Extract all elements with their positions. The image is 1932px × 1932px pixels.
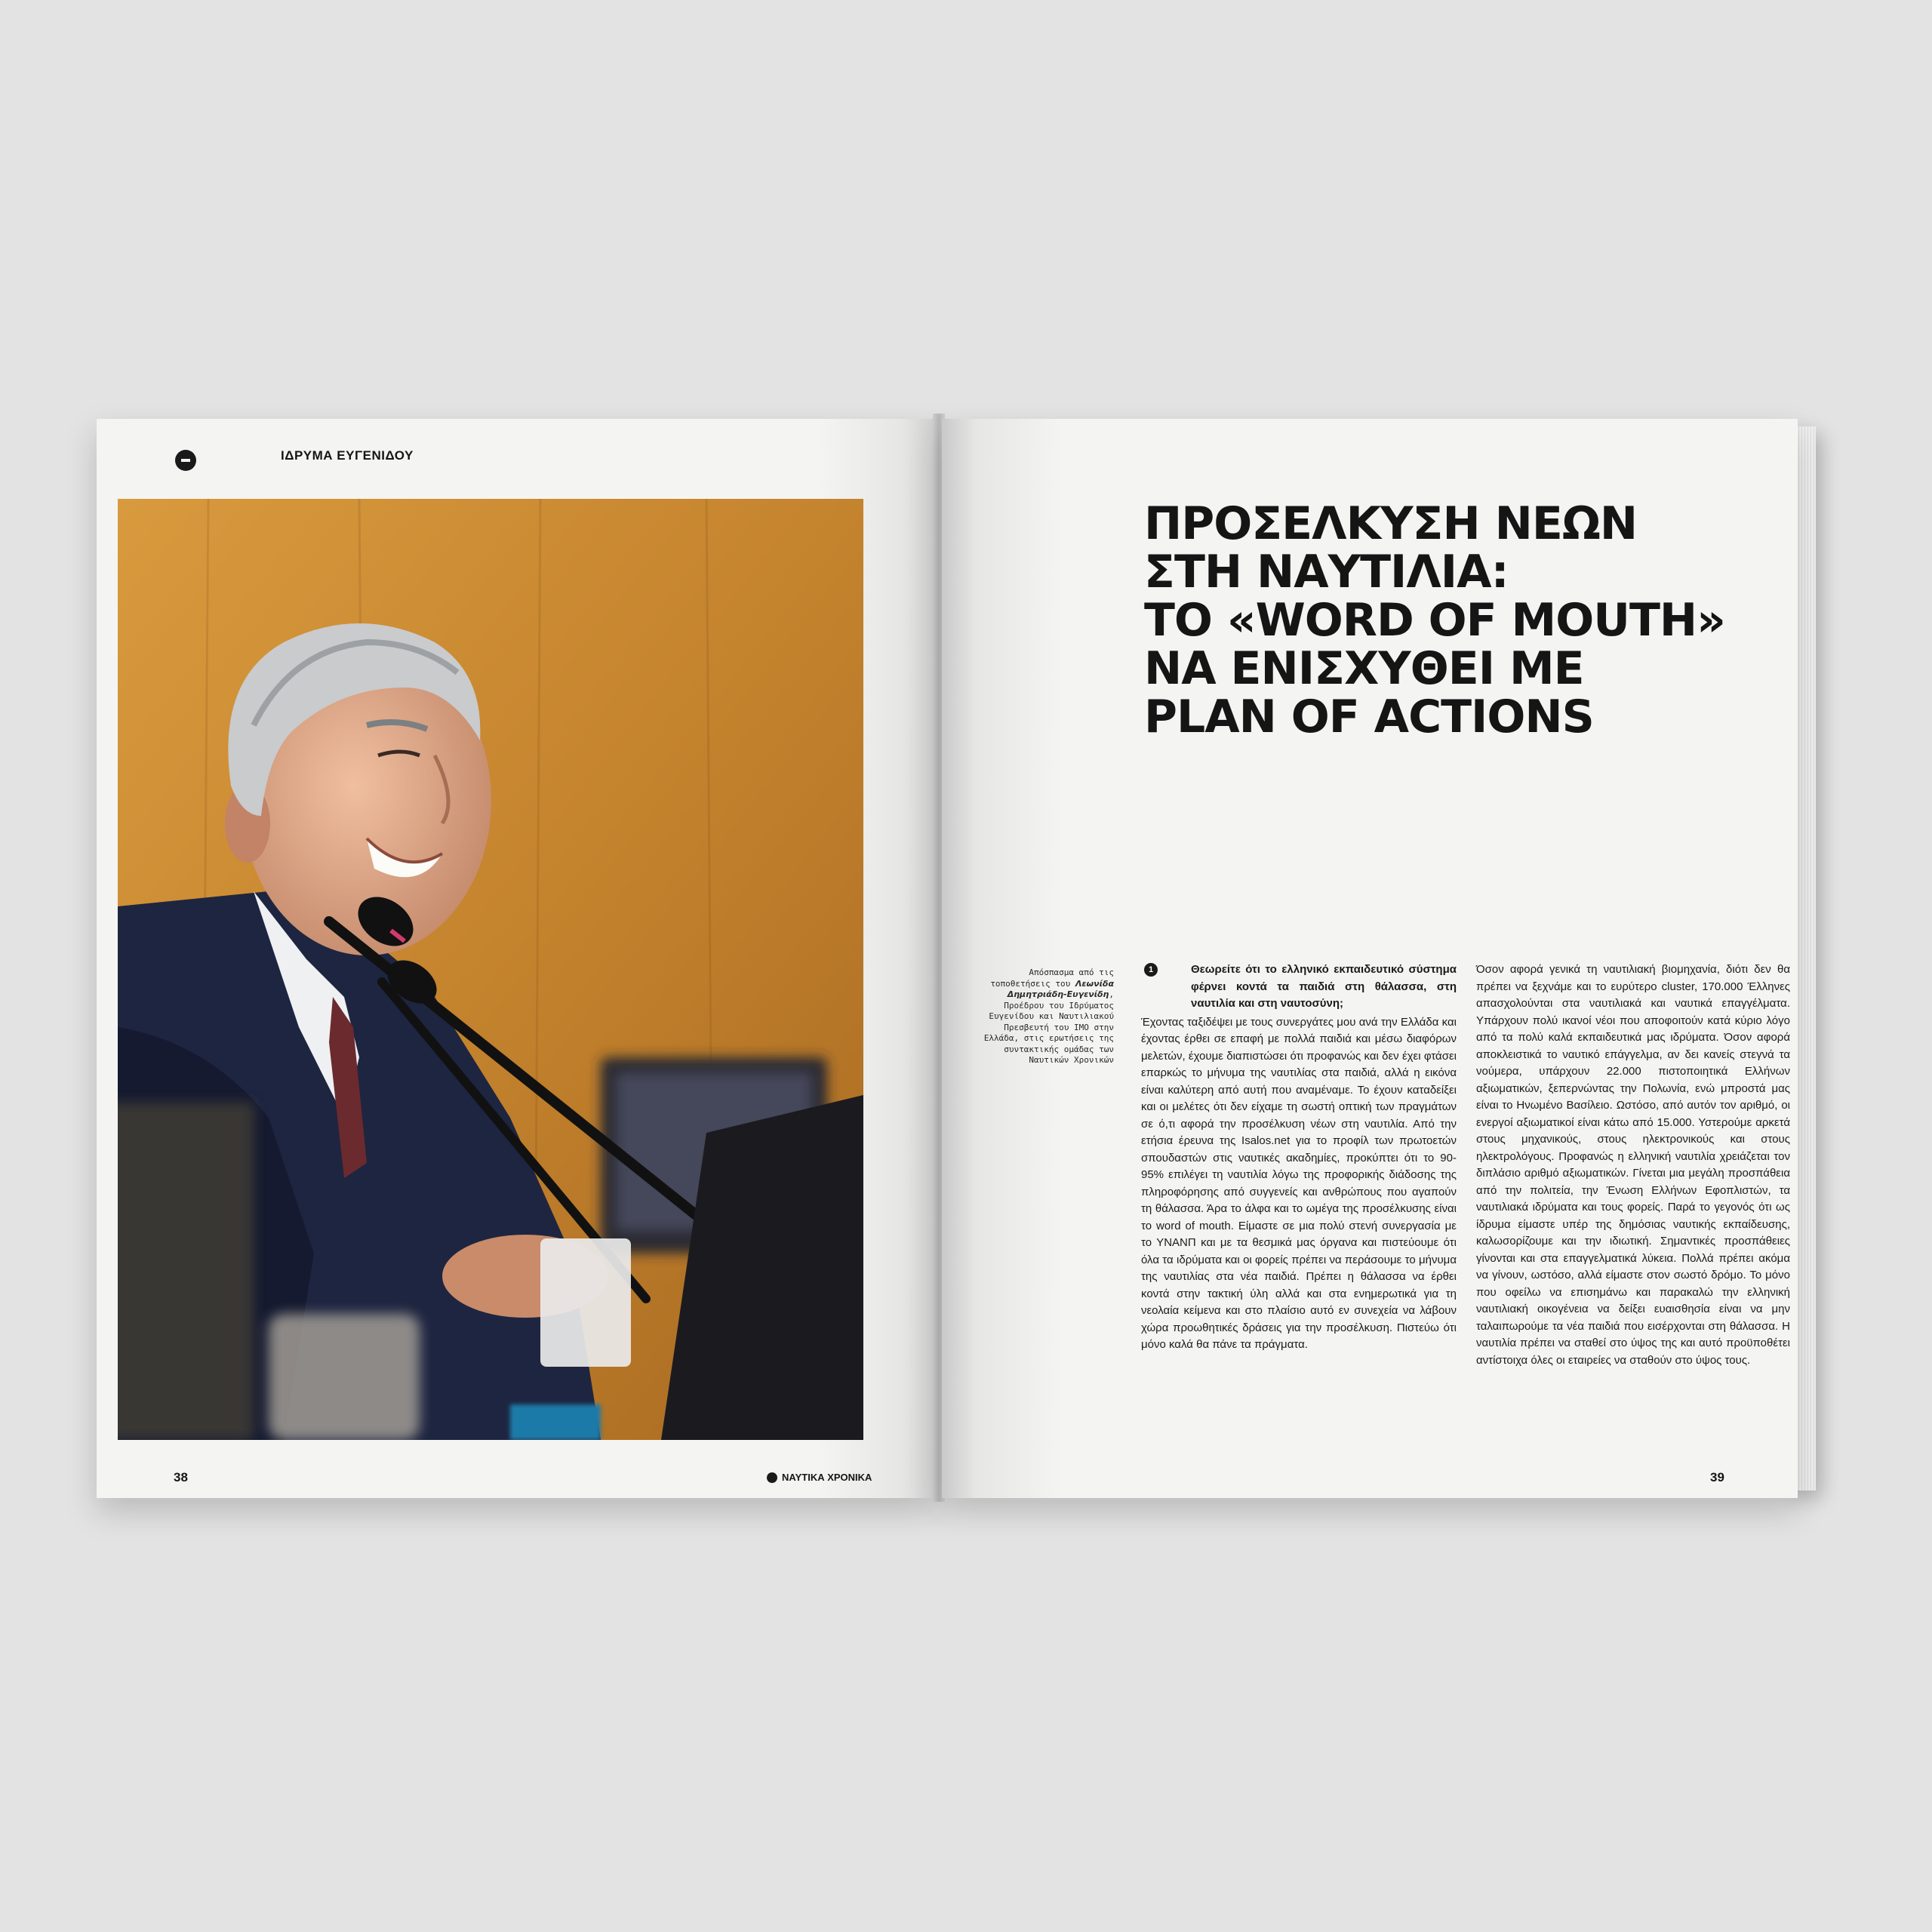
footer-brand (767, 1472, 872, 1483)
answer-text-col1: Έχοντας ταξιδέψει με τους συνεργάτες μου ανά την Ελλάδα και έχοντας έρθει σε επαφή με πολλά παιδιά και μέσω διαφόρων μελετών, έχουμε διαπιστώσει ότι προφανώς και δεν έχει φτάσει επαρκώς το μήνυμα της ναυτιλίας στα παιδιά, αλλά η εικόνα είναι καλύτερη από αυτή που αναμέναμε. Το έχουν καταδείξει και οι μελέτες ότι δεν είχαμε τη σωστή οπτική των πραγμάτων σε ό,τι αφορά την προσέλκυση νέων στη ναυτιλία. Από την ετήσια έρευνα της Isalos.net για το προφίλ των πρωτοετών σπουδαστών στις ναυτικές ακαδημίες, προκύπτει ότι το 90-95% επιλέγει τη ναυτιλία λόγω της προφορικής διάδοσης της πληροφόρησης από συγγενείς και ανθρώπους που αγαπούν τη θάλασσα. Άρα το άλφα και το ωμέγα της προσέλκυσης είναι το word of mouth. Είμαστε σε μια πολύ στενή συνεργασία με το ΥΝΑΝΠ και με τα θεσμικά μας όργανα και πιστεύουμε ότι όλα τα ιδρύματα και οι φορείς πρέπει να περάσουμε το μήνυμα της ναυτιλίας στα νέα παιδιά. Πρέπει η θάλασσα να έρθει κοντά στην τακτική ύλη αλλά και στα ενημερωτικά για τη νεολαία κείμενα και στο πλαίσιο αυτό εν συνεχεία να λάβουν χώρα προωθητικές δράσεις για την προσέλκυση. Πιστεύω ότι μόνο καλά θα πάνε τα πράγματα. (1141, 1015, 1457, 1351)
body-column-1 (1141, 961, 1457, 1354)
footer-brand-label: ΝΑΥΤΙΚΑ ΧΡΟΝΙΚΑ (782, 1472, 872, 1483)
headline-line: ΣΤΗ ΝΑΥΤΙΛΙΑ: (1144, 546, 1509, 598)
headline-line: ΤΟ «WORD OF MOUTH» (1144, 594, 1725, 647)
page-number-right: 39 (1710, 1470, 1724, 1484)
section-label: ΙΔΡΥΜΑ ΕΥΓΕΝΙΔΟΥ (281, 448, 414, 463)
answer-text-col2: Όσον αφορά γενικά τη ναυτιλιακή βιομηχανία, διότι δεν θα πρέπει να ξεχνάμε και το ευρύτερο cluster, 170.000 Έλληνες απασχολούνται στα ναυτιλιακά και ναυτικά επαγγέλματα. Υπάρχουν πολύ ικανοί νέοι που αποφοιτούν κατά κύριο λόγο από τα πολύ καλά εκπαιδευτικά μας ιδρύματα. Όσον αφορά αποκλειστικά το ναυτικό επάγγελμα, αν δει κανείς στεγνά τα νούμερα, υπάρχουν 22.000 πιστοποιητικά Ελλήνων αξιωματικών, ξεπερνώντας την Πολωνία, ενώ μπροστά μας είναι το Ηνωμένο Βασίλειο. Ωστόσο, από αυτόν τον αριθμό, οι ενεργοί αξιωματικοί είναι κάτω από 15.000. Υστερούμε αρκετά στους μηχανικούς, στους ηλεκτρονικούς και στους ηλεκτρολόγους. Προφανώς η ελληνική ναυτιλία χρειάζεται τον διπλάσιο αριθμό αξιωματικών. Γίνεται μια μεγάλη προσπάθεια από την πολιτεία, την Ένωση Ελλήνων Εφοπλιστών, τα ναυτιλιακά ιδρύματα και τους φορείς. Παρά το γεγονός ότι ως ίδρυμα είμαστε υπέρ της δημόσιας ναυτικής εκπαίδευσης, καλωσορίζουμε και την ιδιωτική. Σημαντικές προσπάθειες γίνονται και στα επαγγελματικά λύκεια. Πολλά πρέπει ακόμα να γίνουν, ωστόσο, αλλά είμαστε στον σωστό δρόμο. Το μόνο που οφείλω να επισημάνω και παρακαλώ την ελληνική ναυτιλιακή οικογένεια να δείξει ευαισθησία είναι να μην ταλαιπωρούμε τα νέα παιδιά που εισέρχονται στη θάλασσα. Η ναυτιλία πρέπει να σταθεί στο ύψος της και αυτό προϋποθέτει αντίστοιχα όλες οι εταιρείες να σταθούν στο ύψος τους. (1476, 963, 1790, 1367)
article-headline (1144, 497, 1770, 743)
portrait-illustration (118, 499, 863, 1440)
brand-logo-icon (175, 450, 196, 471)
caption-rest: , Προέδρου του Ιδρύματος Ευγενίδου και Ναυτιλιακού Πρεσβευτή του ΙΜΟ στην Ελλάδα, στις ερωτήσεις της συντακτικής ομάδας των Ναυτικών Χρονικών (983, 989, 1114, 1065)
question-block (1141, 961, 1457, 1013)
interview-question: Θεωρείτε ότι το ελληνικό εκπαιδευτικό σύστημα φέρνει κοντά τα παιδιά στη θάλασσα, στη ναυτιλία και στη ναυτοσύνη; (1191, 963, 1457, 1010)
caption-name: Λεωνίδα Δημητριάδη-Ευγενίδη (1007, 978, 1114, 999)
footer-brand-icon (767, 1472, 777, 1483)
body-column-2 (1476, 961, 1790, 1369)
caption-intro: Απόσπασμα από τις τοποθετήσεις του (990, 968, 1114, 989)
portrait-photo (118, 499, 863, 1440)
headline-line: ΠΡΟΣΕΛΚΥΣΗ ΝΕΩΝ (1144, 497, 1638, 550)
headline-line: PLAN OF ACTIONS (1144, 691, 1594, 743)
photo-caption (974, 968, 1114, 1066)
question-number-icon: 1 (1144, 963, 1158, 977)
headline-line: ΝΑ ΕΝΙΣΧΥΘΕΙ ΜΕ (1144, 642, 1584, 695)
page-number-left: 38 (174, 1470, 188, 1484)
